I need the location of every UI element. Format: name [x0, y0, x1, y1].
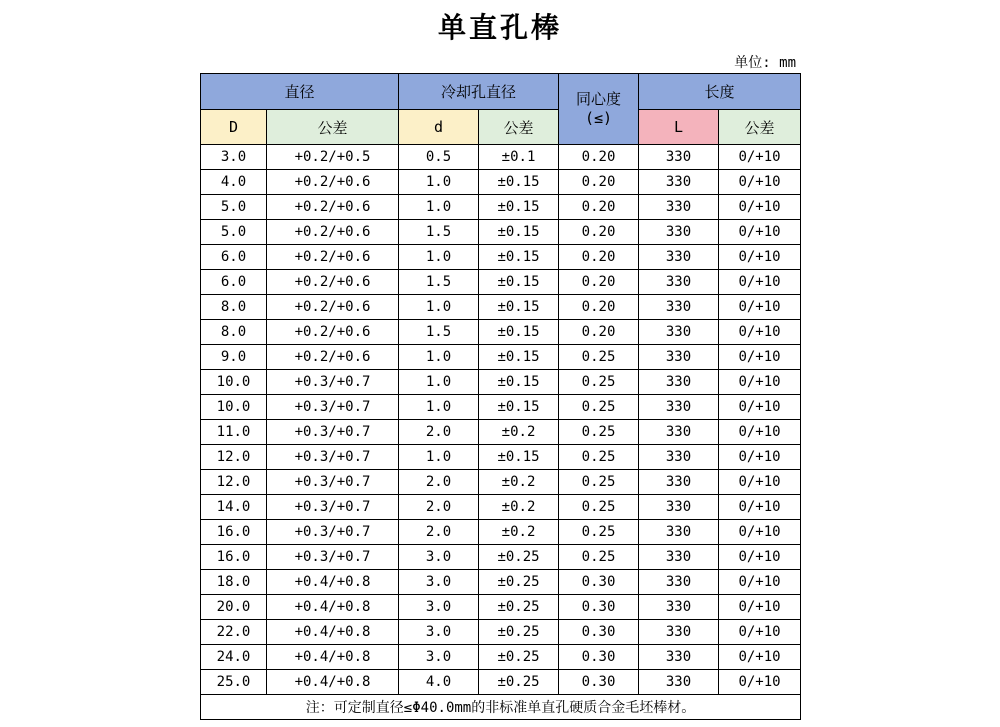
- sub-header-hole-tolerance: 公差: [479, 110, 559, 145]
- table-row: [201, 220, 801, 245]
- table-row: [201, 445, 801, 470]
- cell-outer-tolerance: +0.3/+0.7: [267, 520, 399, 545]
- cell-length: 330: [639, 520, 719, 545]
- cell-outer-diameter: 6.0: [201, 270, 267, 295]
- cell-length-tolerance: 0/+10: [719, 670, 801, 695]
- cell-outer-diameter: 16.0: [201, 545, 267, 570]
- cell-outer-tolerance: +0.3/+0.7: [267, 470, 399, 495]
- cell-outer-tolerance: +0.4/+0.8: [267, 670, 399, 695]
- cell-outer-diameter: 3.0: [201, 145, 267, 170]
- cell-hole-diameter: 1.5: [399, 320, 479, 345]
- cell-length-tolerance: 0/+10: [719, 270, 801, 295]
- cell-concentricity: 0.25: [559, 545, 639, 570]
- cell-outer-tolerance: +0.2/+0.6: [267, 295, 399, 320]
- cell-hole-tolerance: ±0.15: [479, 270, 559, 295]
- cell-length: 330: [639, 270, 719, 295]
- cell-concentricity: 0.20: [559, 320, 639, 345]
- group-header-diameter: 直径: [201, 74, 399, 110]
- cell-concentricity: 0.25: [559, 345, 639, 370]
- cell-outer-tolerance: +0.2/+0.6: [267, 220, 399, 245]
- cell-outer-diameter: 18.0: [201, 570, 267, 595]
- cell-concentricity: 0.20: [559, 295, 639, 320]
- cell-outer-tolerance: +0.3/+0.7: [267, 420, 399, 445]
- cell-length: 330: [639, 545, 719, 570]
- table-row: [201, 270, 801, 295]
- cell-outer-diameter: 12.0: [201, 445, 267, 470]
- table-row: [201, 295, 801, 320]
- cell-hole-diameter: 3.0: [399, 645, 479, 670]
- table-row: [201, 470, 801, 495]
- table-row: [201, 395, 801, 420]
- table-row: [201, 620, 801, 645]
- cell-length-tolerance: 0/+10: [719, 595, 801, 620]
- cell-hole-diameter: 1.0: [399, 170, 479, 195]
- cell-hole-tolerance: ±0.2: [479, 520, 559, 545]
- cell-outer-diameter: 9.0: [201, 345, 267, 370]
- cell-hole-diameter: 3.0: [399, 570, 479, 595]
- cell-concentricity: 0.30: [559, 595, 639, 620]
- cell-outer-tolerance: +0.2/+0.6: [267, 170, 399, 195]
- cell-hole-tolerance: ±0.15: [479, 220, 559, 245]
- cell-hole-tolerance: ±0.15: [479, 445, 559, 470]
- group-header-length: 长度: [639, 74, 801, 110]
- table-row: [201, 670, 801, 695]
- sub-header-row: [201, 110, 801, 145]
- cell-hole-diameter: 1.0: [399, 370, 479, 395]
- cell-hole-diameter: 2.0: [399, 420, 479, 445]
- cell-outer-diameter: 10.0: [201, 370, 267, 395]
- cell-concentricity: 0.25: [559, 445, 639, 470]
- cell-outer-tolerance: +0.3/+0.7: [267, 370, 399, 395]
- cell-hole-tolerance: ±0.15: [479, 320, 559, 345]
- table-row: [201, 145, 801, 170]
- cell-length-tolerance: 0/+10: [719, 395, 801, 420]
- cell-outer-diameter: 16.0: [201, 520, 267, 545]
- cell-outer-diameter: 12.0: [201, 470, 267, 495]
- cell-hole-tolerance: ±0.15: [479, 295, 559, 320]
- cell-outer-tolerance: +0.4/+0.8: [267, 645, 399, 670]
- table-row: [201, 595, 801, 620]
- cell-length-tolerance: 0/+10: [719, 170, 801, 195]
- cell-outer-diameter: 20.0: [201, 595, 267, 620]
- cell-length: 330: [639, 320, 719, 345]
- cell-outer-tolerance: +0.2/+0.6: [267, 270, 399, 295]
- cell-length-tolerance: 0/+10: [719, 570, 801, 595]
- sub-header-length: L: [639, 110, 719, 145]
- cell-length-tolerance: 0/+10: [719, 645, 801, 670]
- cell-length: 330: [639, 295, 719, 320]
- cell-length-tolerance: 0/+10: [719, 420, 801, 445]
- cell-length: 330: [639, 220, 719, 245]
- cell-hole-diameter: 3.0: [399, 545, 479, 570]
- cell-outer-diameter: 5.0: [201, 195, 267, 220]
- cell-concentricity: 0.25: [559, 395, 639, 420]
- cell-hole-diameter: 3.0: [399, 620, 479, 645]
- table-row: [201, 370, 801, 395]
- cell-outer-tolerance: +0.4/+0.8: [267, 570, 399, 595]
- cell-concentricity: 0.30: [559, 645, 639, 670]
- cell-length-tolerance: 0/+10: [719, 445, 801, 470]
- table-row: [201, 345, 801, 370]
- table-body: [201, 145, 801, 695]
- cell-outer-tolerance: +0.3/+0.7: [267, 395, 399, 420]
- cell-hole-tolerance: ±0.25: [479, 570, 559, 595]
- cell-concentricity: 0.25: [559, 470, 639, 495]
- cell-outer-diameter: 8.0: [201, 320, 267, 345]
- cell-outer-diameter: 22.0: [201, 620, 267, 645]
- table-row: [201, 495, 801, 520]
- group-header-row: [201, 74, 801, 110]
- cell-length: 330: [639, 620, 719, 645]
- cell-outer-diameter: 11.0: [201, 420, 267, 445]
- note-text: 注：可定制直径≤Φ40.0mm的非标准单直孔硬质合金毛坯棒材。: [201, 695, 801, 720]
- cell-length-tolerance: 0/+10: [719, 145, 801, 170]
- cell-length-tolerance: 0/+10: [719, 320, 801, 345]
- cell-hole-tolerance: ±0.2: [479, 420, 559, 445]
- cell-concentricity: 0.25: [559, 520, 639, 545]
- cell-outer-tolerance: +0.2/+0.5: [267, 145, 399, 170]
- cell-outer-diameter: 4.0: [201, 170, 267, 195]
- cell-length: 330: [639, 470, 719, 495]
- cell-hole-tolerance: ±0.25: [479, 645, 559, 670]
- cell-outer-diameter: 25.0: [201, 670, 267, 695]
- cell-outer-tolerance: +0.4/+0.8: [267, 595, 399, 620]
- cell-concentricity: 0.20: [559, 270, 639, 295]
- cell-hole-diameter: 1.0: [399, 345, 479, 370]
- cell-outer-diameter: 6.0: [201, 245, 267, 270]
- table-row: [201, 420, 801, 445]
- cell-length-tolerance: 0/+10: [719, 245, 801, 270]
- cell-length-tolerance: 0/+10: [719, 620, 801, 645]
- cell-length-tolerance: 0/+10: [719, 520, 801, 545]
- cell-concentricity: 0.30: [559, 670, 639, 695]
- cell-length: 330: [639, 495, 719, 520]
- cell-hole-diameter: 2.0: [399, 495, 479, 520]
- cell-hole-diameter: 1.0: [399, 445, 479, 470]
- table-row: [201, 570, 801, 595]
- table-row: [201, 320, 801, 345]
- cell-length: 330: [639, 420, 719, 445]
- cell-length-tolerance: 0/+10: [719, 495, 801, 520]
- unit-label: 单位: mm: [734, 55, 796, 71]
- note-row: [201, 695, 801, 720]
- cell-concentricity: 0.25: [559, 495, 639, 520]
- cell-outer-tolerance: +0.2/+0.6: [267, 245, 399, 270]
- spec-table: [200, 73, 801, 720]
- cell-concentricity: 0.30: [559, 570, 639, 595]
- table-row: [201, 245, 801, 270]
- group-header-concentricity: [559, 74, 639, 145]
- table-row: [201, 545, 801, 570]
- cell-outer-tolerance: +0.3/+0.7: [267, 445, 399, 470]
- cell-concentricity: 0.20: [559, 170, 639, 195]
- cell-outer-tolerance: +0.2/+0.6: [267, 195, 399, 220]
- cell-hole-tolerance: ±0.2: [479, 470, 559, 495]
- cell-length: 330: [639, 345, 719, 370]
- cell-hole-tolerance: ±0.1: [479, 145, 559, 170]
- cell-length-tolerance: 0/+10: [719, 545, 801, 570]
- cell-length: 330: [639, 570, 719, 595]
- cell-outer-tolerance: +0.3/+0.7: [267, 495, 399, 520]
- table-row: [201, 520, 801, 545]
- cell-outer-tolerance: +0.3/+0.7: [267, 545, 399, 570]
- cell-length: 330: [639, 170, 719, 195]
- table-footer: [201, 695, 801, 720]
- cell-hole-tolerance: ±0.2: [479, 495, 559, 520]
- cell-length: 330: [639, 645, 719, 670]
- cell-concentricity: 0.30: [559, 620, 639, 645]
- table-row: [201, 170, 801, 195]
- cell-hole-diameter: 1.0: [399, 295, 479, 320]
- sub-header-hole-diameter: d: [399, 110, 479, 145]
- cell-concentricity: 0.25: [559, 370, 639, 395]
- sub-header-outer-diameter: D: [201, 110, 267, 145]
- cell-concentricity: 0.20: [559, 145, 639, 170]
- cell-hole-diameter: 4.0: [399, 670, 479, 695]
- cell-hole-diameter: 1.0: [399, 245, 479, 270]
- cell-hole-tolerance: ±0.15: [479, 195, 559, 220]
- table-row: [201, 645, 801, 670]
- cell-length-tolerance: 0/+10: [719, 370, 801, 395]
- page-title: 单直孔棒: [437, 11, 562, 44]
- cell-hole-diameter: 1.5: [399, 270, 479, 295]
- cell-length: 330: [639, 145, 719, 170]
- sub-header-length-tolerance: 公差: [719, 110, 801, 145]
- cell-outer-tolerance: +0.2/+0.6: [267, 345, 399, 370]
- cell-outer-diameter: 8.0: [201, 295, 267, 320]
- cell-hole-diameter: 0.5: [399, 145, 479, 170]
- concentricity-label-line2: (≤): [584, 109, 613, 127]
- cell-outer-diameter: 10.0: [201, 395, 267, 420]
- cell-length-tolerance: 0/+10: [719, 295, 801, 320]
- table-header: [201, 74, 801, 145]
- cell-outer-diameter: 14.0: [201, 495, 267, 520]
- cell-hole-diameter: 1.5: [399, 220, 479, 245]
- cell-length: 330: [639, 395, 719, 420]
- cell-outer-tolerance: +0.4/+0.8: [267, 620, 399, 645]
- cell-length: 330: [639, 370, 719, 395]
- cell-length: 330: [639, 245, 719, 270]
- cell-hole-tolerance: ±0.25: [479, 620, 559, 645]
- concentricity-label-line1: 同心度: [576, 90, 622, 109]
- cell-outer-diameter: 24.0: [201, 645, 267, 670]
- table-row: [201, 195, 801, 220]
- cell-length-tolerance: 0/+10: [719, 220, 801, 245]
- cell-hole-tolerance: ±0.15: [479, 395, 559, 420]
- sub-header-outer-tolerance: 公差: [267, 110, 399, 145]
- cell-hole-tolerance: ±0.25: [479, 545, 559, 570]
- cell-outer-diameter: 5.0: [201, 220, 267, 245]
- cell-hole-tolerance: ±0.15: [479, 170, 559, 195]
- cell-length-tolerance: 0/+10: [719, 470, 801, 495]
- cell-length: 330: [639, 195, 719, 220]
- group-header-cooling-hole-diameter: 冷却孔直径: [399, 74, 559, 110]
- cell-hole-diameter: 1.0: [399, 395, 479, 420]
- cell-hole-diameter: 1.0: [399, 195, 479, 220]
- cell-length-tolerance: 0/+10: [719, 195, 801, 220]
- cell-length: 330: [639, 595, 719, 620]
- cell-hole-diameter: 3.0: [399, 595, 479, 620]
- cell-concentricity: 0.20: [559, 195, 639, 220]
- cell-concentricity: 0.20: [559, 220, 639, 245]
- cell-hole-diameter: 2.0: [399, 470, 479, 495]
- cell-hole-diameter: 2.0: [399, 520, 479, 545]
- cell-concentricity: 0.25: [559, 420, 639, 445]
- cell-outer-tolerance: +0.2/+0.6: [267, 320, 399, 345]
- cell-length-tolerance: 0/+10: [719, 345, 801, 370]
- cell-concentricity: 0.20: [559, 245, 639, 270]
- cell-length: 330: [639, 670, 719, 695]
- cell-hole-tolerance: ±0.15: [479, 370, 559, 395]
- cell-length: 330: [639, 445, 719, 470]
- cell-hole-tolerance: ±0.15: [479, 345, 559, 370]
- cell-hole-tolerance: ±0.15: [479, 245, 559, 270]
- cell-hole-tolerance: ±0.25: [479, 595, 559, 620]
- cell-hole-tolerance: ±0.25: [479, 670, 559, 695]
